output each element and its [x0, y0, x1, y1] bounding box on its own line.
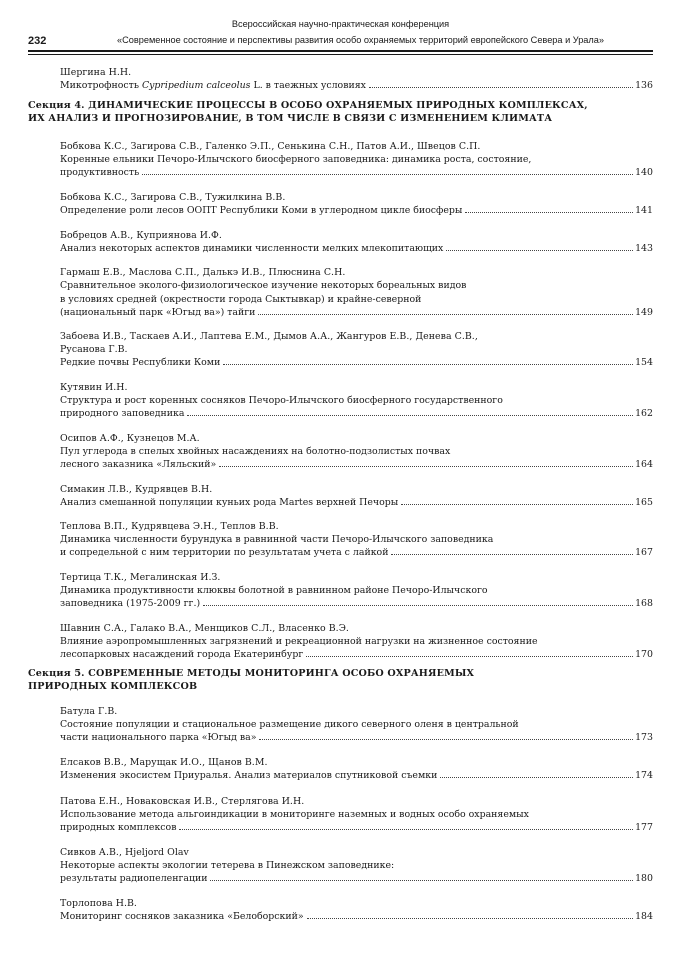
entry-title-line: Коренные ельники Печоро-Илычского биосферного заповедника: динамика роста, состояние,	[60, 154, 532, 166]
leader-dots	[306, 656, 633, 657]
leader-dots	[258, 314, 633, 315]
entry-title-line: лесного заказника «Ляльский»	[60, 458, 217, 470]
entry-authors: Елсаков В.В., Марущак И.О., Щанов В.М.	[60, 757, 268, 769]
toc-entry	[60, 622, 653, 661]
entry-page: 165	[635, 496, 653, 508]
entry-title-line: Структура и рост коренных сосняков Печоро-Илычского биосферного государственного	[60, 395, 503, 407]
entry-authors: Бобрецов А.В., Куприянова И.Ф.	[60, 229, 222, 241]
table-of-contents	[28, 66, 653, 923]
entry-title-line: Сравнительное эколого-физиологическое изучение некоторых бореальных видов	[60, 280, 467, 292]
entry-authors: Батула Г.В.	[60, 706, 118, 718]
entry-authors: Шавнин С.А., Галако В.А., Менщиков С.Л., Власенко В.Э.	[60, 622, 349, 634]
entry-page: 167	[635, 547, 653, 559]
section-4-entries	[28, 140, 653, 661]
entry-title-line: заповедника (1975-2009 гг.)	[60, 598, 201, 610]
entry-title-line: Влияние аэропромышленных загрязнений и рекреационной нагрузки на жизненное состояние	[60, 635, 538, 647]
entry-title-line: продуктивность	[60, 167, 140, 179]
toc-entry	[60, 191, 653, 217]
leader-dots	[391, 554, 633, 555]
leader-dots	[369, 87, 633, 88]
entry-title: Микотрофность Cypripedium calceolus L. в таежных условиях	[60, 80, 366, 92]
toc-entry	[60, 571, 653, 610]
entry-authors: Сивков А.В., Hjeljord Olav	[60, 846, 189, 858]
entry-title-line: Некоторые аспекты экологии тетерева в Пинежском заповеднике:	[60, 859, 395, 871]
entry-title-line: Редкие почвы Республики Коми	[60, 357, 221, 369]
entry-title-line: Русанова Г.В.	[60, 344, 128, 356]
leader-dots	[179, 829, 633, 830]
entry-page: 170	[635, 649, 653, 660]
entry-authors: Симакин Л.В., Кудрявцев В.Н.	[60, 483, 213, 495]
running-header	[28, 15, 653, 55]
entry-authors: Бобкова К.С., Загирова С.В., Галенко Э.П., Сенькина С.Н., Патов А.И., Швецов С.П.	[60, 141, 481, 153]
leader-dots	[187, 415, 633, 416]
section-5-entries	[28, 705, 653, 923]
entry-title-line: природного заповедника	[60, 408, 185, 420]
entry-title-line: (национальный парк «Югыд ва») тайги	[60, 306, 256, 318]
toc-entry	[60, 66, 653, 92]
entry-authors: Патова Е.Н., Новаковская И.В., Стерлягова И.Н.	[60, 795, 305, 807]
entry-page: 154	[635, 357, 653, 369]
toc-entry	[60, 795, 653, 834]
entry-authors: Осипов А.Ф., Кузнецов М.А.	[60, 432, 200, 444]
entry-authors: Торлопова Н.В.	[60, 898, 137, 910]
leader-dots	[219, 466, 633, 467]
section-heading-5: Секция 5. СОВРЕМЕННЫЕ МЕТОДЫ МОНИТОРИНГА ОСОБО ОХРАНЯЕМЫХ ПРИРОДНЫХ КОМПЛЕКСОВ	[28, 668, 475, 692]
entry-title-line: Определение роли лесов ООПТ Республики Коми в углеродном цикле биосферы	[60, 205, 463, 217]
leader-dots	[259, 739, 633, 740]
toc-entry	[60, 520, 653, 559]
entry-authors: Тертица Т.К., Мегалинская И.З.	[60, 572, 221, 584]
toc-entry	[60, 140, 653, 179]
entry-page: 141	[635, 205, 653, 217]
toc-entry	[60, 705, 653, 744]
header-rule-thick	[28, 50, 653, 52]
entry-title-line: Пул углерода в спелых хвойных насаждениях на болотно-подзолистых почвах	[60, 445, 451, 457]
entry-page: 173	[635, 732, 653, 744]
section-heading-4: Секция 4. ДИНАМИЧЕСКИЕ ПРОЦЕССЫ В ОСОБО ОХРАНЯЕМЫХ ПРИРОДНЫХ КОМПЛЕКСАХ, ИХ АНАЛИЗ И ПРОГНОЗИРОВАНИЕ, В ТОМ ЧИСЛЕ В СВЯЗИ С ИЗМЕНЕНИЕМ КЛИМАТА	[28, 100, 588, 124]
entry-page: 184	[635, 911, 653, 923]
leader-dots	[203, 605, 633, 606]
entry-authors: Гармаш Е.В., Маслова С.П., Далькэ И.В., Плюснина С.Н.	[60, 267, 346, 279]
page-number: 232	[28, 35, 47, 47]
leader-dots	[440, 777, 633, 778]
entry-title-line: Анализ смешанной популяции куньих рода Martes верхней Печоры	[60, 496, 399, 508]
toc-entry	[60, 229, 653, 255]
toc-entry	[60, 756, 653, 782]
entry-title-line: Анализ некоторых аспектов динамики численности мелких млекопитающих	[60, 242, 444, 254]
entry-title-line: Использование метода альгоиндикации в мониторинге наземных и водных особо охраняемых	[60, 808, 529, 820]
header-rule-thin	[28, 54, 653, 55]
leader-dots	[210, 880, 633, 881]
entry-title-line: Мониторинг сосняков заказника «Белоборский»	[60, 911, 304, 923]
entry-page: 140	[635, 167, 653, 179]
entry-title-line: результаты радиопеленгации	[60, 873, 208, 885]
entry-page: 174	[635, 770, 653, 782]
leader-dots	[307, 918, 633, 919]
leader-dots	[223, 364, 633, 365]
entry-page: 168	[635, 598, 653, 610]
entry-title-line: в условиях средней (окрестности города Сыктывкар) и крайне-северной	[60, 293, 422, 305]
conference-subtitle: «Современное состояние и перспективы развития особо охраняемых территорий европейского Севера и Урала»	[117, 35, 604, 45]
entry-page: 164	[635, 458, 653, 470]
entry-title-line: лесопарковых насаждений города Екатеринбург	[60, 649, 304, 660]
entry-page: 136	[635, 80, 653, 92]
toc-entry	[60, 330, 653, 369]
entry-title-line: части национального парка «Югыд ва»	[60, 732, 257, 744]
entry-page: 143	[635, 242, 653, 254]
entry-authors: Бобкова К.С., Загирова С.В., Тужилкина В.В.	[60, 191, 286, 203]
entry-page: 162	[635, 408, 653, 420]
conference-title: Всероссийская научно-практическая конференция	[231, 19, 450, 29]
toc-entry	[60, 432, 653, 471]
entry-authors: Шергина Н.Н.	[60, 67, 132, 78]
leader-dots	[401, 504, 633, 505]
entry-authors: Кутявин И.Н.	[60, 382, 128, 393]
leader-dots	[142, 174, 633, 175]
entry-title-line: Изменения экосистем Приуралья. Анализ материалов спутниковой съемки	[60, 770, 438, 782]
entry-authors: Теплова В.П., Кудрявцева Э.Н., Теплов В.В.	[60, 521, 279, 533]
leader-dots	[446, 250, 633, 251]
entry-title-line: природных комплексов	[60, 821, 177, 833]
toc-entry	[60, 381, 653, 420]
entry-page: 149	[635, 306, 653, 318]
leader-dots	[465, 212, 633, 213]
entry-title-line: и сопредельной с ним территории по результатам учета с лайкой	[60, 547, 389, 559]
toc-entry	[60, 266, 653, 318]
entry-page: 180	[635, 873, 653, 885]
entry-title-line: Динамика продуктивности клюквы болотной в равнинном районе Печоро-Илычского	[60, 585, 488, 597]
entry-authors: Забоева И.В., Таскаев А.И., Лаптева Е.М., Дымов А.А., Жангуров Е.В., Денева С.В.,	[60, 331, 478, 343]
entry-title-line: Динамика численности бурундука в равнинной части Печоро-Илычского заповедника	[60, 534, 494, 546]
toc-entry	[60, 897, 653, 923]
toc-entry	[60, 483, 653, 509]
entry-title-line: Состояние популяции и стациональное размещение дикого северного оленя в центральной	[60, 719, 519, 731]
toc-entry	[60, 846, 653, 885]
entry-page: 177	[635, 821, 653, 833]
